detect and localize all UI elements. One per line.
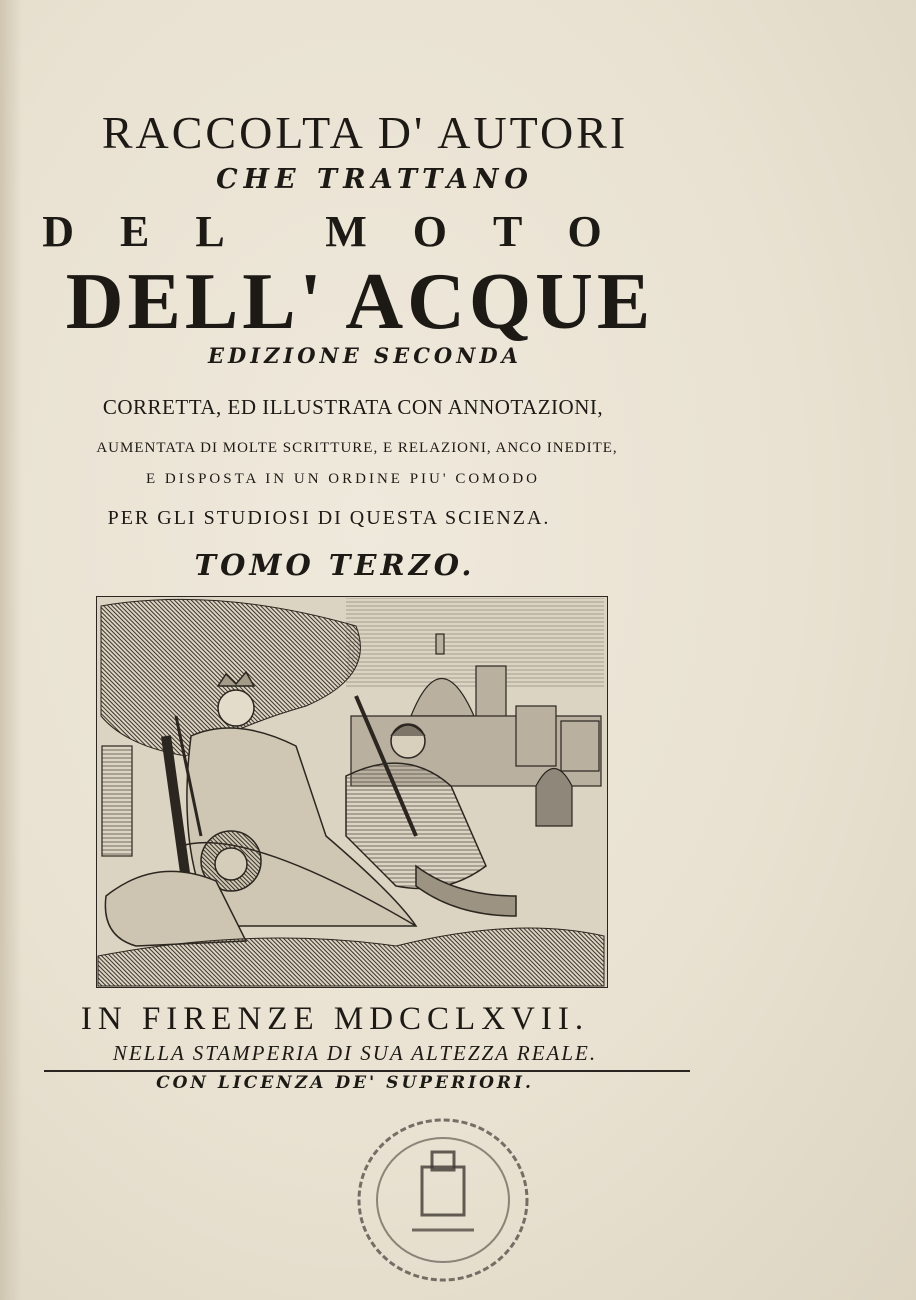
title-line-dell-acque: DELL' ACQUE bbox=[65, 258, 655, 346]
description-line-3: E DISPOSTA IN UN ORDINE PIU' COMODO bbox=[145, 471, 540, 487]
volume-line: TOMO TERZO. bbox=[194, 548, 476, 582]
description-line-2: AUMENTATA DI MOLTE SCRITTURE, E RELAZIONI, ANCO INEDITE, bbox=[96, 440, 618, 456]
edition-line: EDIZIONE SECONDA bbox=[208, 343, 522, 368]
description-line-4: PER GLI STUDIOSI DI QUESTA SCIENZA. bbox=[107, 507, 551, 529]
title-line-raccolta: RACCOLTA D' AUTORI bbox=[101, 107, 629, 158]
imprint-rule bbox=[44, 1070, 690, 1072]
library-stamp-icon bbox=[352, 1112, 534, 1287]
engraving-illustration bbox=[96, 596, 608, 988]
license-line: CON LICENZA DE' SUPERIORI. bbox=[156, 1073, 534, 1093]
page-edge-shadow bbox=[0, 0, 22, 1300]
imprint-printer: NELLA STAMPERIA DI SUA ALTEZZA REALE. bbox=[112, 1041, 598, 1065]
description-line-1: CORRETTA, ED ILLUSTRATA CON ANNOTAZIONI, bbox=[102, 395, 604, 419]
imprint-place-date: IN FIRENZE MDCCLXVII. bbox=[80, 1001, 590, 1037]
title-line-del-moto: DEL MOTO bbox=[42, 207, 648, 256]
title-line-che-trattano: CHE TRATTANO bbox=[216, 164, 534, 195]
